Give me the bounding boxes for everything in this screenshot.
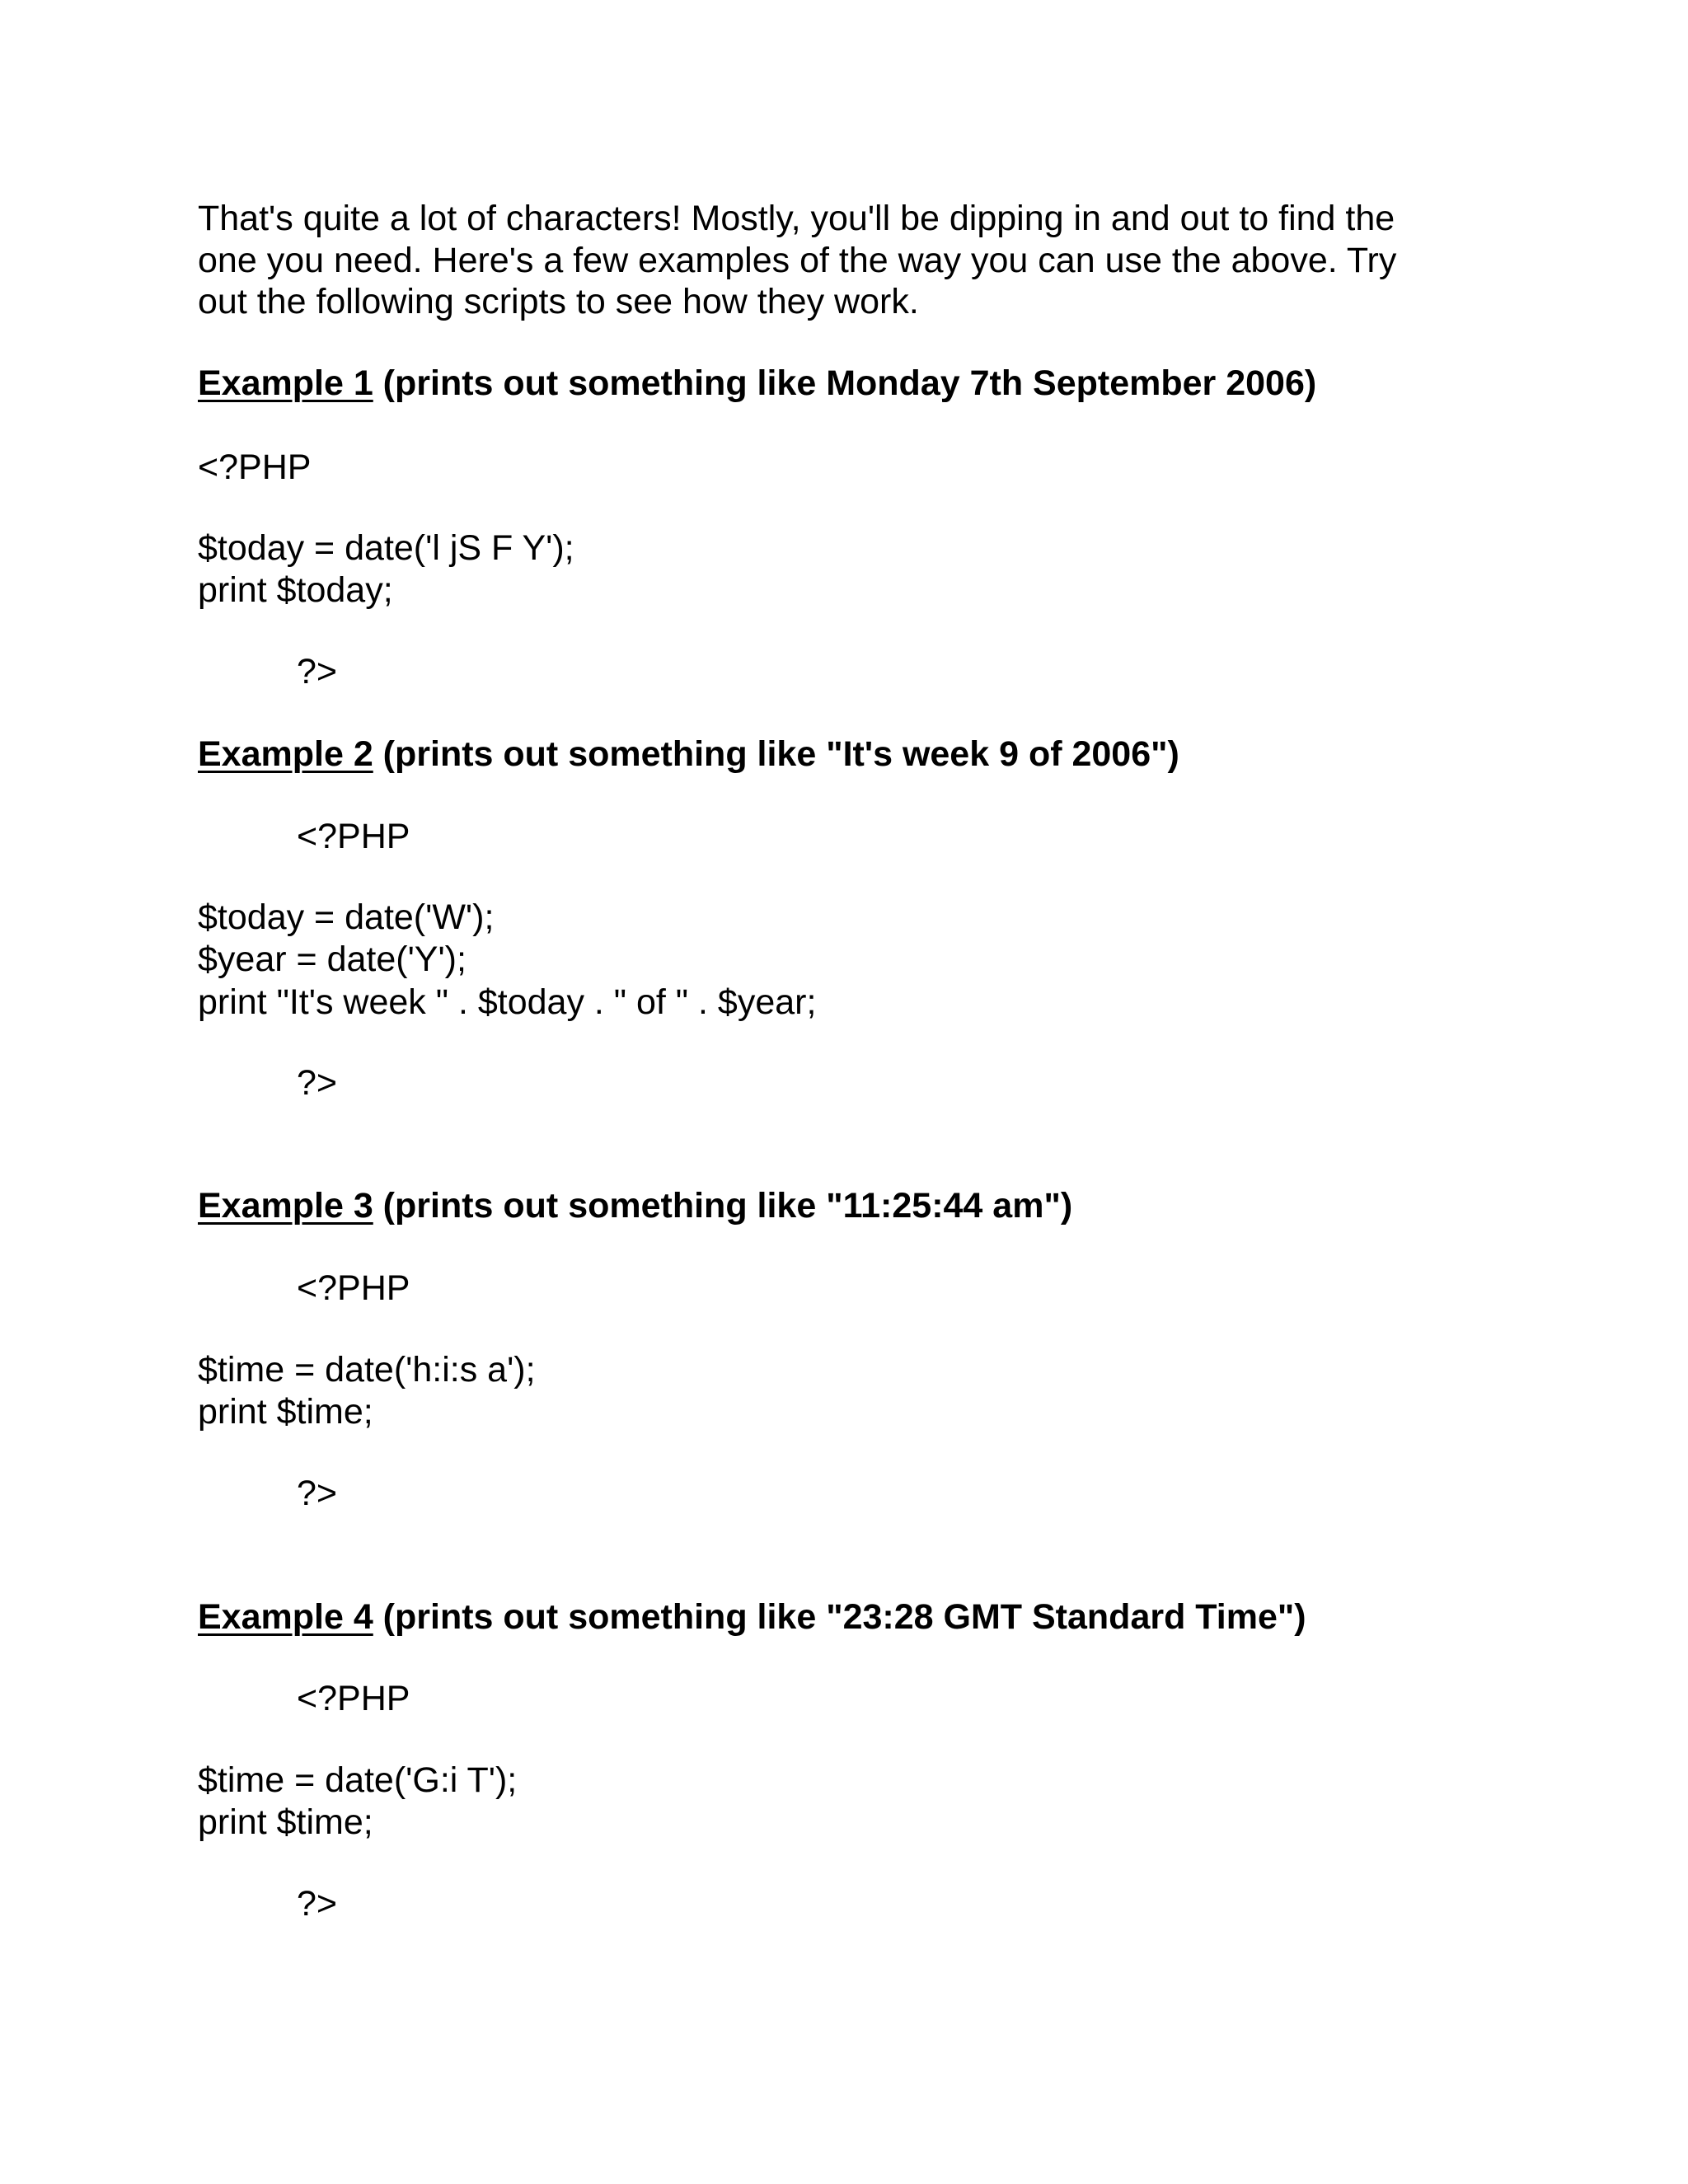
example-2-code-line-3: print "It's week " . $today . " of " . $year;: [198, 982, 817, 1022]
example-4-description: (prints out something like "23:28 GMT Standard Time"): [373, 1597, 1306, 1637]
example-2-code-line-1: $today = date('W');: [198, 898, 495, 937]
example-4-heading: [198, 1596, 1306, 1638]
example-1-code-line-1: $today = date('l jS F Y');: [198, 528, 574, 568]
example-3-description: (prints out something like "11:25:44 am"): [373, 1186, 1073, 1226]
example-4-close-tag: ?>: [297, 1884, 338, 1924]
example-4-label: Example 4: [198, 1597, 373, 1637]
example-2-heading: [198, 733, 1179, 776]
example-2-description: (prints out something like "It's week 9 of 2006"): [373, 734, 1179, 774]
example-3-code-line-1: $time = date('h:i:s a');: [198, 1350, 536, 1390]
intro-line-1: That's quite a lot of characters! Mostly, you'll be dipping in and out to find the: [198, 199, 1395, 238]
example-2-code-line-2: $year = date('Y');: [198, 940, 467, 979]
example-3-heading: [198, 1184, 1072, 1227]
example-3-label: Example 3: [198, 1186, 373, 1226]
example-3-open-tag: <?PHP: [297, 1268, 410, 1308]
example-2-close-tag: ?>: [297, 1063, 338, 1103]
example-1-close-tag: ?>: [297, 652, 338, 691]
example-1-label: Example 1: [198, 363, 373, 403]
example-1-code-line-2: print $today;: [198, 570, 393, 610]
example-4-open-tag: <?PHP: [297, 1679, 410, 1718]
example-3-close-tag: ?>: [297, 1474, 338, 1513]
example-4-code-line-2: print $time;: [198, 1802, 373, 1842]
example-2-label: Example 2: [198, 734, 373, 774]
example-1-description: (prints out something like Monday 7th September 2006): [373, 363, 1317, 403]
intro-line-2: one you need. Here's a few examples of the way you can use the above. Try: [198, 241, 1397, 280]
example-4-code-line-1: $time = date('G:i T');: [198, 1760, 518, 1800]
example-1-open-tag: <?PHP: [198, 448, 312, 487]
example-2-open-tag: <?PHP: [297, 817, 410, 856]
example-1-heading: [198, 362, 1316, 405]
intro-line-3: out the following scripts to see how they work.: [198, 282, 919, 321]
example-3-code-line-2: print $time;: [198, 1392, 373, 1432]
